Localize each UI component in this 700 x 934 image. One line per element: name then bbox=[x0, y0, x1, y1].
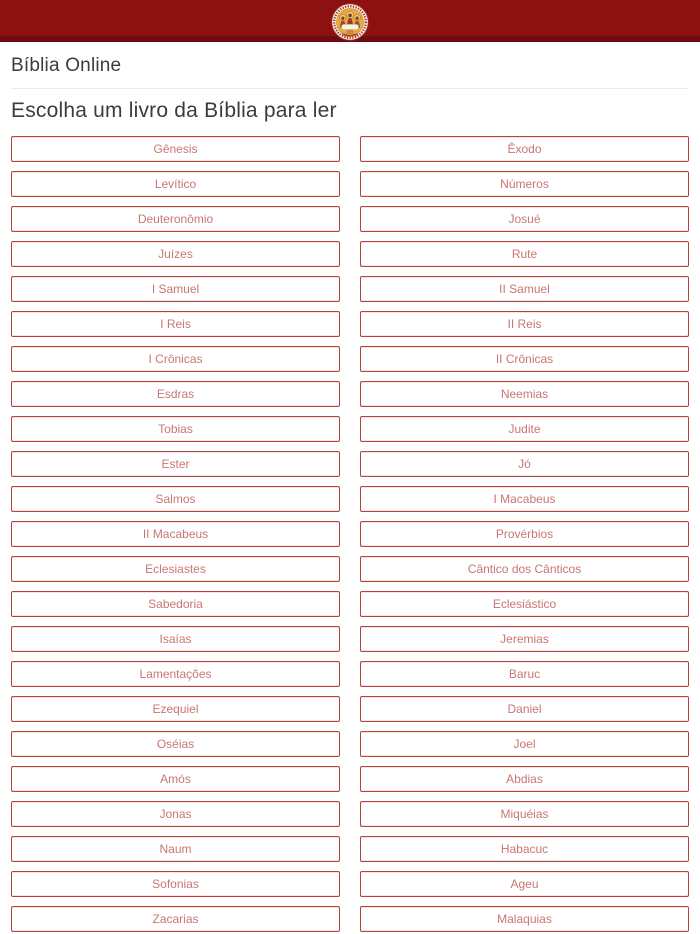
book-link[interactable]: Habacuc bbox=[360, 836, 689, 862]
book-link[interactable]: II Macabeus bbox=[11, 521, 340, 547]
book-link[interactable]: Levítico bbox=[11, 171, 340, 197]
book-link[interactable]: Abdias bbox=[360, 766, 689, 792]
book-link[interactable]: Miquéias bbox=[360, 801, 689, 827]
book-link[interactable]: Malaquias bbox=[360, 906, 689, 932]
section-heading: Escolha um livro da Bíblia para ler bbox=[11, 99, 337, 122]
book-link[interactable]: Jeremias bbox=[360, 626, 689, 652]
book-link[interactable]: Lamentações bbox=[11, 661, 340, 687]
book-link[interactable]: Cântico dos Cânticos bbox=[360, 556, 689, 582]
book-link[interactable]: II Crônicas bbox=[360, 346, 689, 372]
site-header bbox=[0, 0, 700, 42]
book-link[interactable]: Tobias bbox=[11, 416, 340, 442]
book-link[interactable]: Gênesis bbox=[11, 136, 340, 162]
book-link[interactable]: I Macabeus bbox=[360, 486, 689, 512]
books-grid bbox=[11, 136, 689, 932]
book-link[interactable]: Eclesiástico bbox=[360, 591, 689, 617]
book-link[interactable]: II Samuel bbox=[360, 276, 689, 302]
book-link[interactable]: II Reis bbox=[360, 311, 689, 337]
book-link[interactable]: Eclesiastes bbox=[11, 556, 340, 582]
book-link[interactable]: Josué bbox=[360, 206, 689, 232]
book-link[interactable]: Zacarias bbox=[11, 906, 340, 932]
divider bbox=[11, 88, 689, 89]
book-link[interactable]: I Samuel bbox=[11, 276, 340, 302]
site-logo[interactable] bbox=[331, 3, 369, 41]
book-link[interactable]: Ezequiel bbox=[11, 696, 340, 722]
book-link[interactable]: Jó bbox=[360, 451, 689, 477]
book-link[interactable]: Salmos bbox=[11, 486, 340, 512]
book-link[interactable]: Esdras bbox=[11, 381, 340, 407]
book-link[interactable]: Juízes bbox=[11, 241, 340, 267]
book-link[interactable]: Ester bbox=[11, 451, 340, 477]
main-content bbox=[0, 55, 700, 932]
book-link[interactable]: Naum bbox=[11, 836, 340, 862]
book-link[interactable]: Amós bbox=[11, 766, 340, 792]
book-link[interactable]: Oséias bbox=[11, 731, 340, 757]
book-link[interactable]: I Reis bbox=[11, 311, 340, 337]
book-link[interactable]: Sabedoria bbox=[11, 591, 340, 617]
book-link[interactable]: Êxodo bbox=[360, 136, 689, 162]
book-link[interactable]: Judite bbox=[360, 416, 689, 442]
book-link[interactable]: Daniel bbox=[360, 696, 689, 722]
page-title: Bíblia Online bbox=[11, 55, 122, 76]
book-link[interactable]: Números bbox=[360, 171, 689, 197]
book-link[interactable]: Isaías bbox=[11, 626, 340, 652]
book-link[interactable]: Ageu bbox=[360, 871, 689, 897]
book-link[interactable]: Rute bbox=[360, 241, 689, 267]
book-link[interactable]: Neemias bbox=[360, 381, 689, 407]
book-link[interactable]: Deuteronômio bbox=[11, 206, 340, 232]
book-link[interactable]: Joel bbox=[360, 731, 689, 757]
book-link[interactable]: I Crônicas bbox=[11, 346, 340, 372]
trinity-seal-icon bbox=[331, 28, 369, 45]
book-link[interactable]: Sofonias bbox=[11, 871, 340, 897]
book-link[interactable]: Jonas bbox=[11, 801, 340, 827]
book-link[interactable]: Provérbios bbox=[360, 521, 689, 547]
book-link[interactable]: Baruc bbox=[360, 661, 689, 687]
